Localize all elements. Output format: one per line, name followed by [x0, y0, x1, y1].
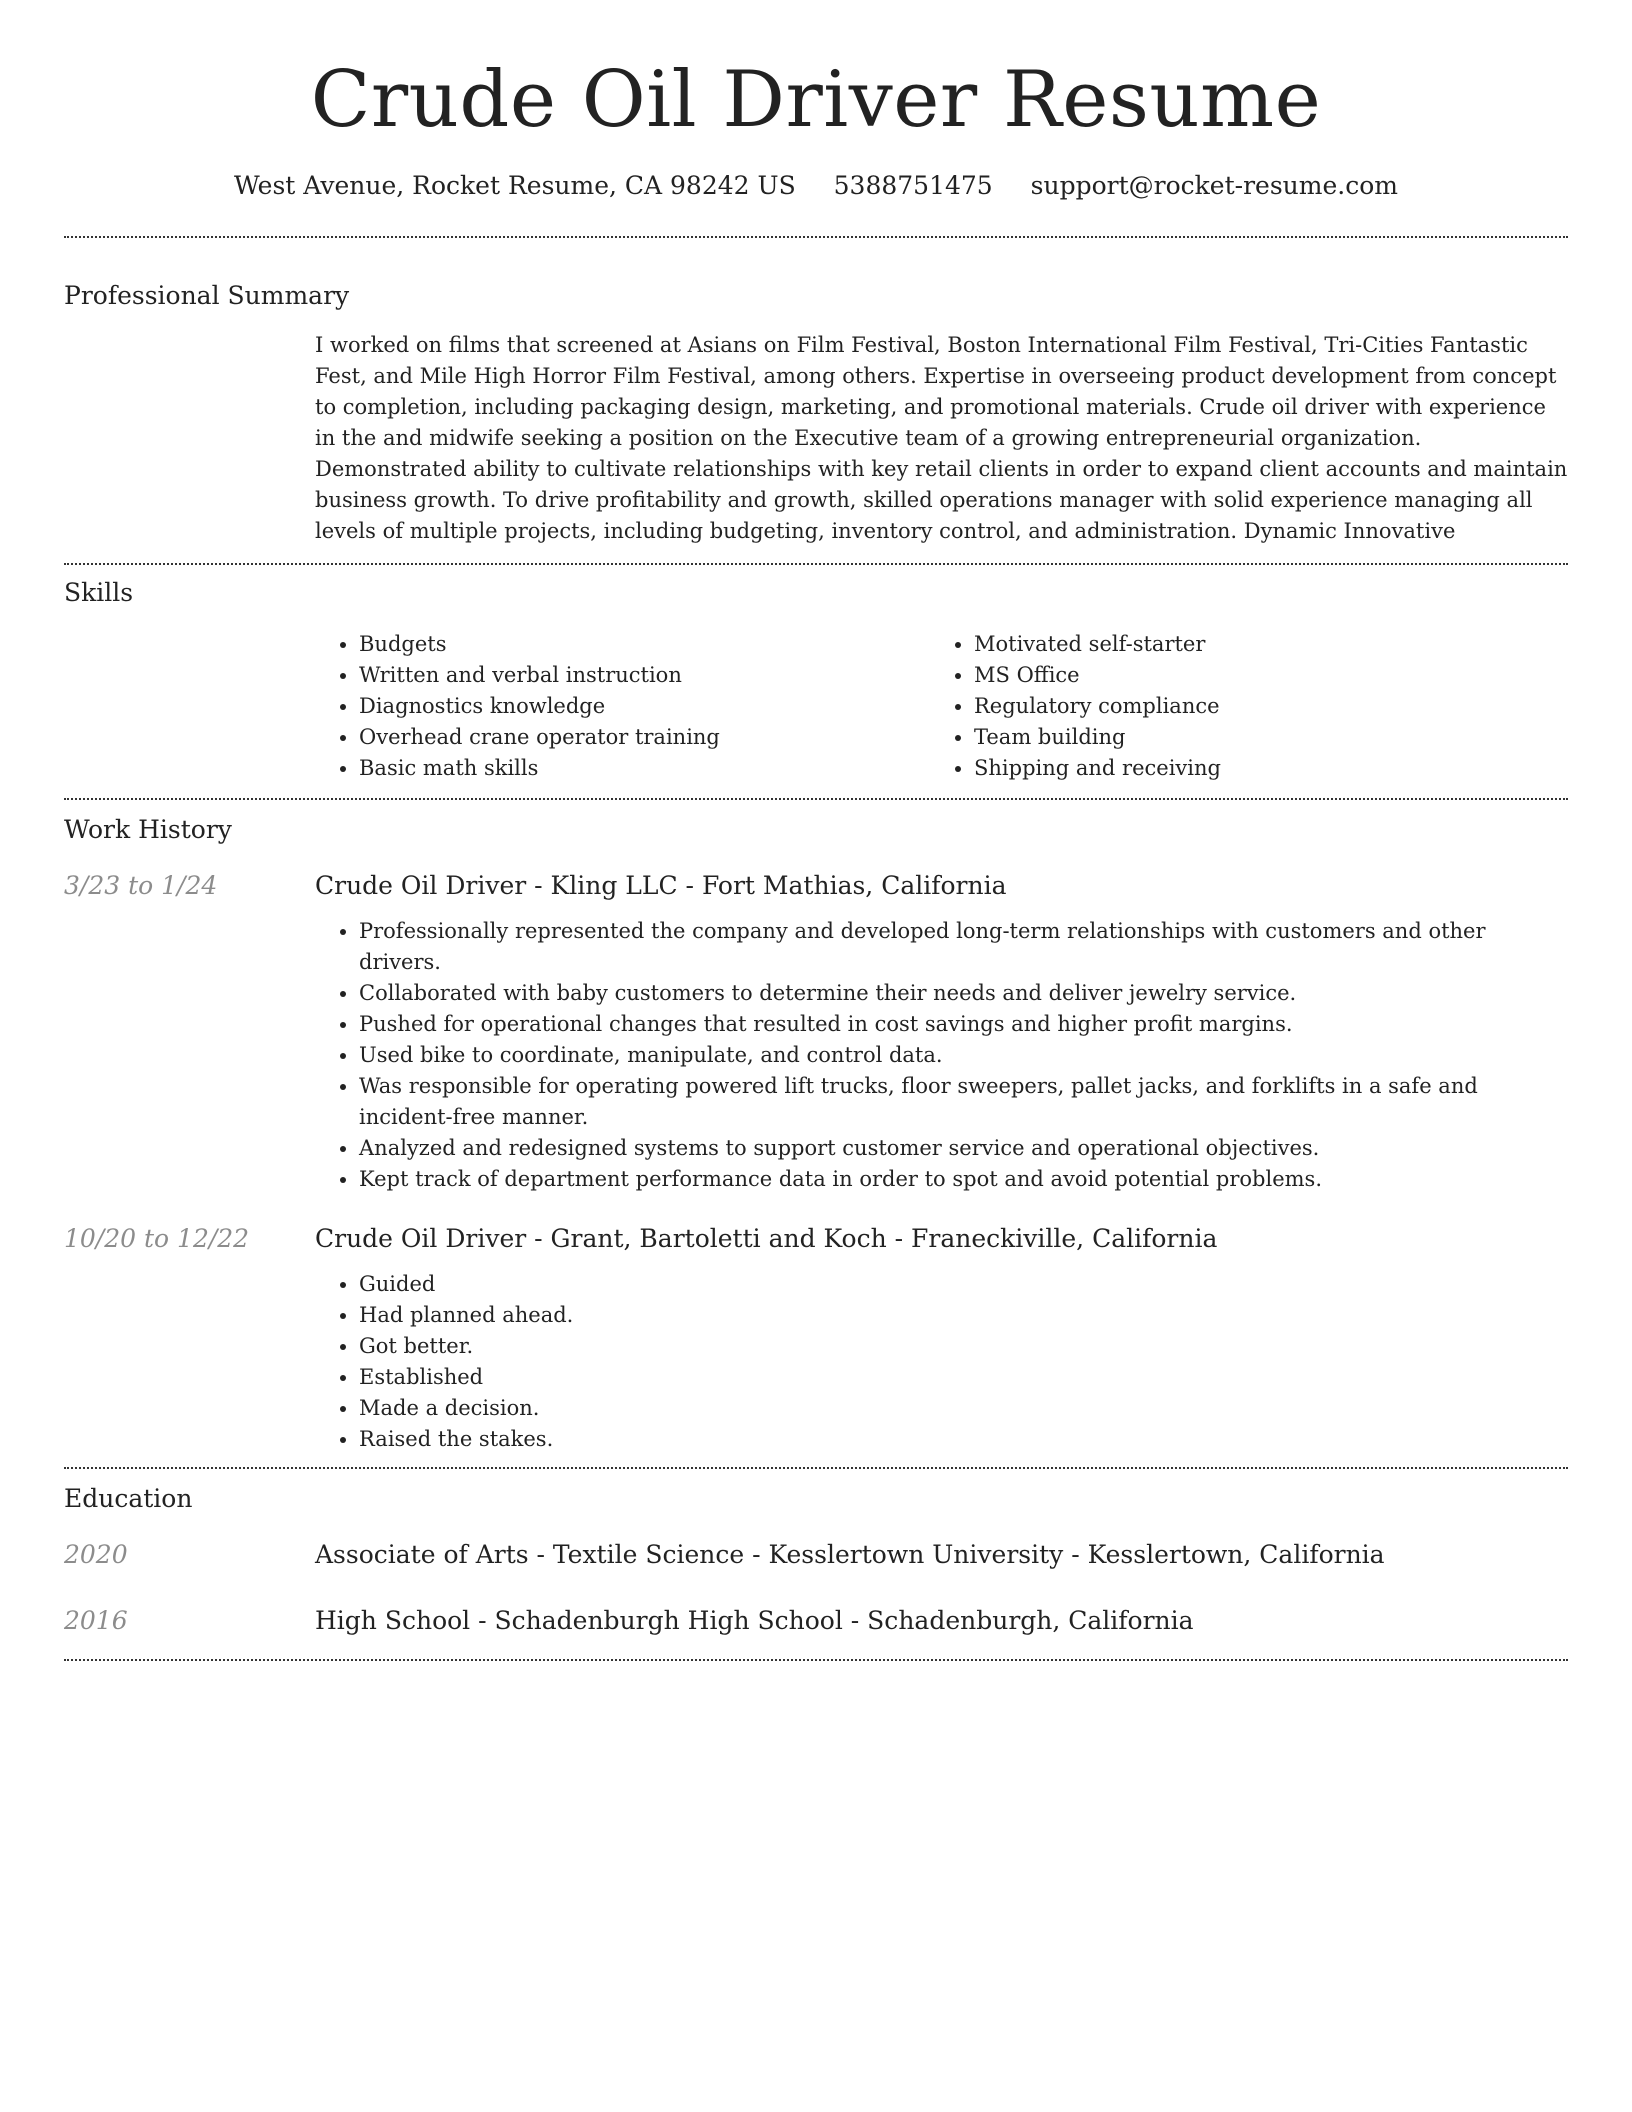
- job-bullet: • Was responsible for operating powered lift trucks, floor sweepers, pallet jacks, and forklifts in a safe and incident-free manner.: [359, 1071, 1568, 1133]
- job-bullet: • Analyzed and redesigned systems to support customer service and operational objectives.: [359, 1133, 1568, 1164]
- divider: [64, 1467, 1568, 1469]
- divider: [64, 798, 1568, 800]
- job-role: Crude Oil Driver: [315, 1224, 527, 1253]
- skills-grid: [315, 629, 1568, 784]
- job-role: Crude Oil Driver: [315, 871, 527, 900]
- job-bullet: • Professionally represented the company and developed long-term relationships with customers and other drivers.: [359, 916, 1568, 978]
- job-bullets: [315, 1269, 1568, 1455]
- section-title-work: Work History: [64, 815, 232, 844]
- divider: [64, 563, 1568, 565]
- education-year: 2020: [64, 1540, 128, 1569]
- job-bullet: • Raised the stakes.: [359, 1424, 1568, 1455]
- job-bullet: • Used bike to coordinate, manipulate, and control data.: [359, 1040, 1568, 1071]
- job-bullet: • Established: [359, 1362, 1568, 1393]
- resume-title: Crude Oil Driver Resume: [310, 55, 1322, 145]
- contact-line: [64, 168, 1568, 204]
- skill-item: • Written and verbal instruction: [359, 660, 930, 691]
- skill-item: • MS Office: [974, 660, 1545, 691]
- job-bullet: • Made a decision.: [359, 1393, 1568, 1424]
- education-heading: [315, 1603, 1194, 1639]
- contact-address: West Avenue, Rocket Resume, CA 98242 US: [234, 171, 796, 200]
- job-employer: - Grant, Bartoletti and Koch - Franeckiville, California: [526, 1224, 1218, 1253]
- job-bullet: • Guided: [359, 1269, 1568, 1300]
- section-title-skills: Skills: [64, 578, 134, 607]
- skill-item: • Overhead crane operator training: [359, 722, 930, 753]
- skill-item: • Motivated self-starter: [974, 629, 1545, 660]
- education-heading: [315, 1537, 1385, 1573]
- job-heading: [315, 1221, 1217, 1257]
- summary-section: [64, 278, 1568, 547]
- job-bullets: [315, 916, 1568, 1195]
- section-title-summary: Professional Summary: [64, 281, 350, 310]
- education-section: [64, 1481, 1568, 1639]
- skill-item: • Budgets: [359, 629, 930, 660]
- job-dates: 10/20 to 12/22: [64, 1224, 250, 1253]
- summary-text: I worked on films that screened at Asians on Film Festival, Boston International Film Festival, Tri-Cities Fantastic Fest, and Mile High Horror Film Festival, among others. Expertise in overseeing product development from concept to completion, including packaging design, marketing, and promotional materials. Crude oil driver with experience in the and midwife seeking a position on the Executive team of a growing entrepreneurial organization. Demonstrated ability to cultivate relationships with key retail clients in order to expand client accounts and maintain business growth. To drive profitability and growth, skilled operations manager with solid experience managing all levels of multiple projects, including budgeting, inventory control, and administration. Dynamic Innovative: [315, 333, 1568, 543]
- education-school: - Kesslertown University - Kesslertown, California: [744, 1540, 1385, 1569]
- job-entry: [64, 868, 1568, 904]
- education-degree: Associate of Arts - Textile Science: [315, 1540, 745, 1569]
- education-entry: [64, 1537, 1568, 1573]
- job-bullet: • Pushed for operational changes that resulted in cost savings and higher profit margins.: [359, 1009, 1568, 1040]
- job-bullet: • Collaborated with baby customers to determine their needs and deliver jewelry service.: [359, 978, 1568, 1009]
- skill-item: • Regulatory compliance: [974, 691, 1545, 722]
- job-employer: - Kling LLC - Fort Mathias, California: [526, 871, 1007, 900]
- education-entry: [64, 1603, 1568, 1639]
- job-bullet: • Got better.: [359, 1331, 1568, 1362]
- work-section: [64, 812, 1568, 1455]
- education-degree: High School: [315, 1606, 471, 1635]
- job-bullet: • Had planned ahead.: [359, 1300, 1568, 1331]
- skills-list-right: [930, 629, 1545, 784]
- job-dates: 3/23 to 1/24: [64, 871, 218, 900]
- skill-item: • Team building: [974, 722, 1545, 753]
- education-year: 2016: [64, 1606, 128, 1635]
- skills-section: [64, 575, 1568, 784]
- job-bullet: • Kept track of department performance data in order to spot and avoid potential problems.: [359, 1164, 1568, 1195]
- skills-list-left: [315, 629, 930, 784]
- job-entry: [64, 1221, 1568, 1257]
- education-school: - Schadenburgh High School - Schadenburgh, California: [470, 1606, 1194, 1635]
- divider: [64, 1659, 1568, 1661]
- skill-item: • Diagnostics knowledge: [359, 691, 930, 722]
- contact-email: support@rocket-resume.com: [1030, 171, 1398, 200]
- job-heading: [315, 868, 1006, 904]
- skill-item: • Basic math skills: [359, 753, 930, 784]
- divider: [64, 236, 1568, 238]
- resume-page: [64, 0, 1568, 1661]
- skill-item: • Shipping and receiving: [974, 753, 1545, 784]
- section-title-education: Education: [64, 1484, 193, 1513]
- contact-phone: 5388751475: [833, 171, 993, 200]
